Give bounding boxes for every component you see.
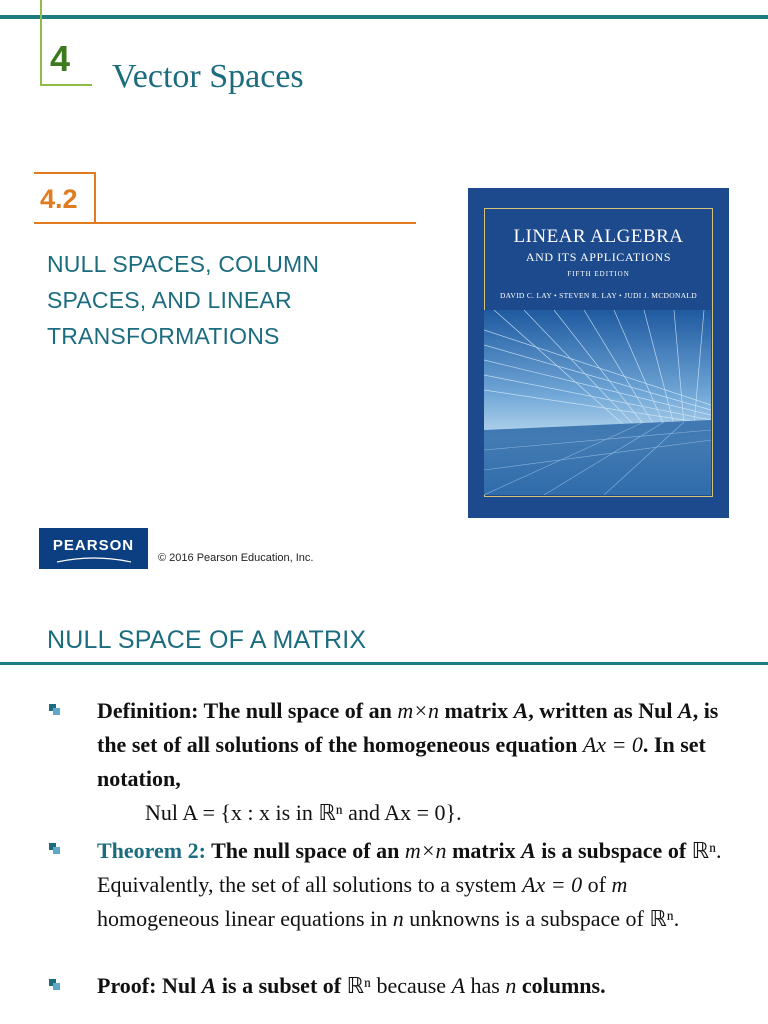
- pearson-swoosh-icon: [55, 556, 133, 564]
- book-cover-architecture-image: [484, 310, 711, 495]
- pearson-logo-text: PEARSON: [52, 537, 135, 554]
- chapter-bracket: [40, 0, 42, 86]
- book-subtitle: AND ITS APPLICATIONS: [525, 250, 672, 264]
- section-title: [47, 246, 377, 354]
- chapter-bracket-base: [40, 84, 92, 86]
- definition-paragraph: Definition: The null space of an m×n matrix A, written as Nul A, is the set of all solutions of the homogeneous equation Ax = 0. In set notation, Nul A = {x : x is in ℝⁿ and Ax = 0}.: [97, 694, 727, 830]
- top-rule: [0, 15, 768, 19]
- bullet-icon: [49, 843, 60, 854]
- book-cover: [468, 188, 729, 518]
- slide-title: NULL SPACE OF A MATRIX: [47, 626, 367, 654]
- theorem-label: Theorem 2:: [97, 838, 206, 863]
- chapter-number: 4: [50, 38, 71, 79]
- proof-paragraph: Proof: Nul A is a subset of ℝⁿ because A has n columns.: [97, 973, 606, 998]
- section-number: 4.2: [40, 184, 78, 214]
- section-rule: [34, 222, 416, 224]
- proof-label: Proof:: [97, 973, 157, 998]
- chapter-title: Vector Spaces: [112, 58, 304, 95]
- section-title-line: NULL SPACES, COLUMN: [47, 251, 320, 277]
- definition-label: Definition:: [97, 698, 199, 723]
- slide-title-rule: [0, 662, 768, 665]
- section-title-line: SPACES, AND LINEAR: [47, 287, 292, 313]
- pearson-logo: [39, 528, 148, 569]
- theorem-paragraph: Theorem 2: The null space of an m×n matrix A is a subspace of ℝⁿ. Equivalently, the set of all solutions to a system Ax = 0 of m homogeneous linear equations in n unknowns is a subspace of ℝⁿ.: [97, 838, 722, 931]
- bullet-icon: [49, 979, 60, 990]
- book-authors: DAVID C. LAY • STEVEN R. LAY • JUDI J. MCDONALD: [499, 291, 698, 300]
- copyright-notice: © 2016 Pearson Education, Inc.: [158, 552, 314, 564]
- bullet-icon: [49, 704, 60, 715]
- book-edition: FIFTH EDITION: [567, 270, 630, 278]
- section-title-line: TRANSFORMATIONS: [47, 323, 280, 349]
- book-title: LINEAR ALGEBRA: [513, 226, 684, 247]
- set-notation-formula: Nul A = {x : x is in ℝⁿ and Ax = 0}.: [145, 800, 462, 825]
